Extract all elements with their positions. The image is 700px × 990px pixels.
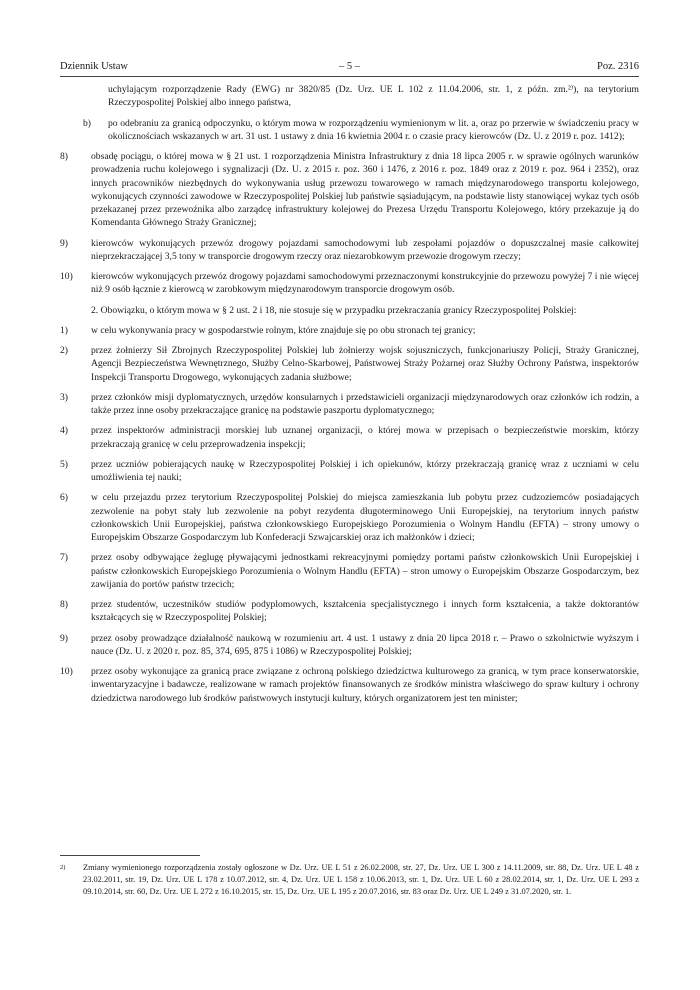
list-item xyxy=(60,491,639,544)
page-number: – 5 – xyxy=(339,61,360,72)
list-item xyxy=(60,391,639,418)
item-text: obsadę pociągu, o której mowa w § 21 ust. 1 rozporządzenia Ministra Infrastruktury z dnia 18 lipca 2005 r. w sprawie ogólnych warunków prowadzenia ruchu kolejowego i sygnalizacji (Dz. U. z 2015 r. poz. 360 i 1476, z 2016 r. poz. 1849 oraz z 2019 r. poz. 964 i 2352), oraz innych pracowników niezbędnych do wykonywania usług przewozu towarowego w ramach międzynarodowego transportu kolejowego, wykonujących czynności zawodowe w Rzeczypospolitej Polskiej lub państwie sąsiadującym, na podstawie listy stanowiącej wykaz tych osób przekazanej przez przewoźnika albo zarządcę infrastruktury kolejowej do Prezesa Urzędu Transportu Kolejowego, który przekazuje ją do Komendanta Głównego Straży Granicznej; xyxy=(91,151,639,229)
footnote-number: 2) xyxy=(60,864,66,871)
list-item xyxy=(60,237,639,264)
item-text: uchylającym rozporządzenie Rady (EWG) nr 3820/85 (Dz. Urz. UE L 102 z 11.04.2006, str. 1, z późn. zm.²⁾), na terytorium Rzeczypospolitej Polskiej albo innego państwa, xyxy=(108,84,639,109)
list-item xyxy=(60,632,639,659)
journal-title: Dziennik Ustaw xyxy=(60,61,128,72)
item-number: 7) xyxy=(60,552,68,564)
list-item xyxy=(60,83,639,110)
list-item xyxy=(60,324,639,337)
footnote-rule xyxy=(60,855,200,856)
item-number: 1) xyxy=(60,324,68,336)
item-text: przez osoby prowadzące działalność naukową w rozumieniu art. 4 ust. 1 ustawy z dnia 20 lipca 2018 r. – Prawo o szkolnictwie wyższym i nauce (Dz. U. z 2020 r. poz. 85, 374, 695, 875 i 1086) w Rzeczypospolitej Polskiej; xyxy=(91,632,639,657)
item-number: 3) xyxy=(60,391,68,403)
item-text: przez osoby odbywające żeglugę pływającymi jednostkami rekreacyjnymi pomiędzy portami państw członkowskich Unii Europejskiej i państw członkowskich Europejskiego Porozumienia o Wolnym Handlu (EFTA) – stron umowy o Europejskim Obszarze Gospodarczym, bez zawijania do portów państw trzecich; xyxy=(91,552,639,590)
footnote xyxy=(60,862,639,897)
page-header xyxy=(60,60,639,76)
list-item xyxy=(60,270,639,297)
header-rule xyxy=(60,76,639,77)
list-item xyxy=(60,665,639,705)
list-item xyxy=(60,150,639,230)
item-number: b) xyxy=(83,117,91,129)
item-text: w celu wykonywania pracy w gospodarstwie rolnym, które znajduje się po obu stronach tej granicy; xyxy=(91,324,476,336)
section-paragraph: 2. Obowiązku, o którym mowa w § 2 ust. 2 i 18, nie stosuje się w przypadku przekraczania granicy Rzeczypospolitej Polskiej: xyxy=(91,304,577,316)
position-number: Poz. 2316 xyxy=(597,61,639,72)
item-number: 5) xyxy=(60,458,68,470)
item-text: przez żołnierzy Sił Zbrojnych Rzeczypospolitej Polskiej lub żołnierzy wojsk sojuszniczych, funkcjonariuszy Policji, Straży Granicznej, Agencji Bezpieczeństwa Wewnętrznego, Służby Celno-Skarbowej, Państwowej Straży Pożarnej oraz Służby Ochrony Państwa, inspektorów Inspekcji Transportu Drogowego, wykonujących zadania służbowe; xyxy=(91,345,639,383)
item-number: 10) xyxy=(60,666,73,677)
list-item xyxy=(60,344,639,384)
list-item xyxy=(60,424,639,451)
item-number: 9) xyxy=(60,632,68,644)
item-text: po odebraniu za granicą odpoczynku, o którym mowa w rozporządzeniu wymienionym w lit. a, oraz po przerwie w świadczeniu pracy w okolicznościach wskazanych w art. 31 ust. 1 ustawy z dnia 16 kwietnia 2004 r. o czasie pracy kierowców (Dz. U. z 2019 r. poz. 1412); xyxy=(108,117,639,142)
list-item xyxy=(60,117,639,144)
item-text: kierowców wykonujących przewóz drogowy pojazdami samochodowymi przeznaczonymi konstrukcyjnie do przewozu powyżej 7 i nie więcej niż 9 osób łącznie z kierowcą w zarobkowym międzynarodowym transporcie drogowym osób. xyxy=(91,271,639,296)
item-number: 8) xyxy=(60,151,68,162)
item-text: przez studentów, uczestników studiów podyplomowych, kształcenia specjalistycznego i innych form kształcenia, a także doktorantów kształcących się w Rzeczypospolitej Polskiej; xyxy=(91,599,639,624)
list-item xyxy=(60,598,639,625)
item-text: w celu przejazdu przez terytorium Rzeczypospolitej Polskiej do miejsca zamieszkania lub pobytu przez cudzoziemców posiadających zezwolenie na pobyt stały lub zezwolenie na pobyt rezydenta długoterminowego Unii Europejskiej, na terytorium innych państw członkowskich Unii Europejskiej, państwa członkowskiego Europejskiego Porozumienia o Wolnym Handlu (EFTA) – strony umowy o Europejskim Obszarze Gospodarczym lub Konfederacji Szwajcarskiej oraz ich małżonków i dzieci; xyxy=(91,492,639,543)
item-number: 9) xyxy=(60,237,68,249)
item-number: 6) xyxy=(60,492,68,504)
item-text: przez osoby wykonujące za granicą prace związane z ochroną polskiego dziedzictwa kulturowego za granicą, w tym prace konserwatorskie, inwentaryzacyjne i badawcze, realizowane w ramach projektów finansowanych ze środków ministra właściwego do spraw kultury i ochrony dziedzictwa narodowego lub środków państwowych instytucji kultury, których organizatorem jest ten minister; xyxy=(91,666,639,704)
document-body xyxy=(60,83,639,705)
item-number: 10) xyxy=(60,271,73,282)
item-text: przez członków misji dyplomatycznych, urzędów konsularnych i przedstawicieli organizacji międzynarodowych oraz członków ich rodzin, a także przez inne osoby przekraczające granicę na podstawie paszportu dyplomatycznego; xyxy=(91,391,639,416)
footnote-text: Zmiany wymienionego rozporządzenia zostały ogłoszone w Dz. Urz. UE L 51 z 26.02.2008, str. 27, Dz. Urz. UE L 300 z 14.11.2009, str. 88, Dz. Urz. UE L 48 z 23.02.2011, str. 19, Dz. Urz. UE L 178 z 10.07.2012, str. 4, Dz. Urz. UE L 158 z 10.06.2013, str. 1, Dz. Urz. UE L 60 z 28.02.2014, str. 1, Dz. Urz. UE L 293 z 09.10.2014, str. 60, Dz. Urz. UE L 272 z 16.10.2015, str. 15, Dz. Urz. UE L 195 z 20.07.2016, str. 83 oraz Dz. Urz. UE L 249 z 31.07.2020, str. 1. xyxy=(83,863,639,896)
list-item xyxy=(60,551,639,591)
item-text: przez inspektorów administracji morskiej lub uznanej organizacji, o której mowa w przepisach o bezpieczeństwie morskim, którzy przekraczają granicę w celu przeprowadzenia inspekcji; xyxy=(91,425,639,450)
item-number: 4) xyxy=(60,425,68,437)
item-number: 2) xyxy=(60,345,68,356)
item-text: kierowców wykonujących przewóz drogowy pojazdami samochodowymi lub zespołami pojazdów o dopuszczalnej masie całkowitej nieprzekraczającej 3,5 tony w transporcie drogowym rzeczy oraz niezarobkowym przewozie drogowym rzeczy; xyxy=(91,237,639,262)
item-number: 8) xyxy=(60,599,68,610)
list-item xyxy=(60,458,639,485)
item-text: przez uczniów pobierających naukę w Rzeczypospolitej Polskiej i ich opiekunów, którzy przekraczają granicę wraz z uczniami w celu umożliwienia tej nauki; xyxy=(91,458,639,483)
